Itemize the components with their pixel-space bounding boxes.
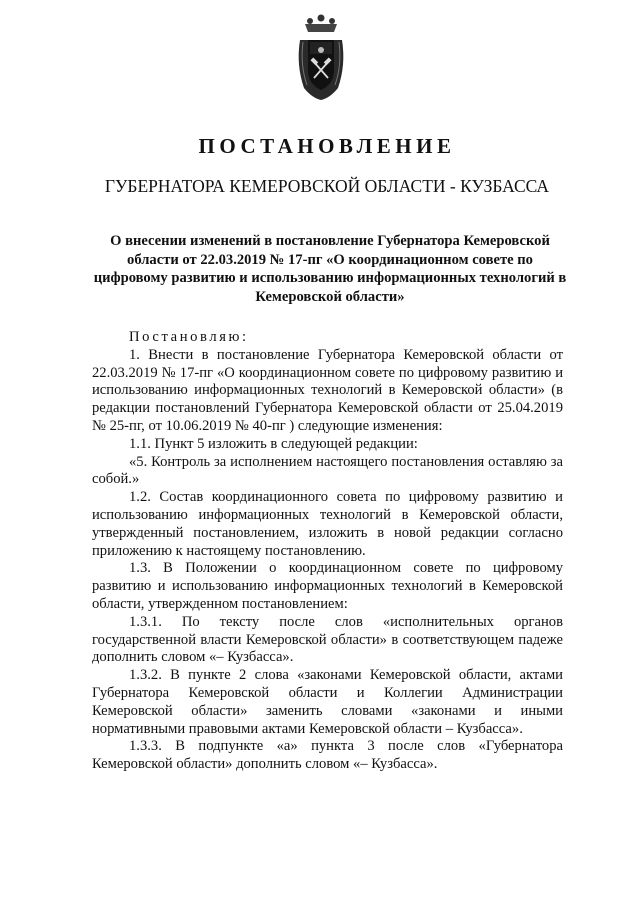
paragraph-1-3-1: 1.3.1. По тексту после слов «исполнительных органов государственной власти Кемеровской области» в соответствующем падеже дополнить словом «– Кузбасса». [92,613,563,666]
document-title: ПОСТАНОВЛЕНИЕ [198,134,456,158]
paragraph-1-3: 1.3. В Положении о координационном совете по цифровому развитию и использованию информационных технологий в Кемеровской области, утвержденном постановлением: [92,560,563,612]
document-body [92,329,563,774]
kemerovo-coat-of-arms-icon [294,10,348,102]
decree-formula: Постановляю: [129,329,249,345]
paragraph-1-2: 1.2. Состав координационного совета по цифровому развитию и использованию информационных технологий в Кемеровской области, утвержденный постановлением, изложить в новой редакции согласно приложению к настоящему постановлению. [92,489,563,559]
paragraph-1-3-2: 1.3.2. В пункте 2 слова «законами Кемеровской области, актами Губернатора Кемеровской области и Коллегии Администрации Кемеровской области» заменить словами «законами и иными нормативными правовыми актами Кемеровской области – Кузбасса». [92,667,563,737]
paragraph-1: 1. Внести в постановление Губернатора Кемеровской области от 22.03.2019 № 17-пг «О координационном совете по цифровому развитию и использованию информационных технологий в Кемеровской области» (в редакции постановлений Губернатора Кемеровской области от 25.04.2019 № 25-пг, от 10.06.2019 № 40-пг ) следующие изменения: [92,346,563,434]
issuer-subtitle: ГУБЕРНАТОРА КЕМЕРОВСКОЙ ОБЛАСТИ - КУЗБАССА [104,176,550,196]
paragraph-1-1: 1.1. Пункт 5 изложить в следующей редакции: [129,435,418,452]
paragraph-1-1-quote: «5. Контроль за исполнением настоящего постановления оставляю за собой.» [92,453,563,488]
paragraph-1-3-3: 1.3.3. В подпункте «а» пункта 3 после слов «Губернатора Кемеровской области» дополнить словом «– Кузбасса». [92,738,563,773]
document-heading: О внесении изменений в постановление Губернатора Кемеровской области от 22.03.2019 № 17-пг «О координационном совете по цифровому развитию и использованию информационных технологий в Кемеровской области» [93,233,567,305]
